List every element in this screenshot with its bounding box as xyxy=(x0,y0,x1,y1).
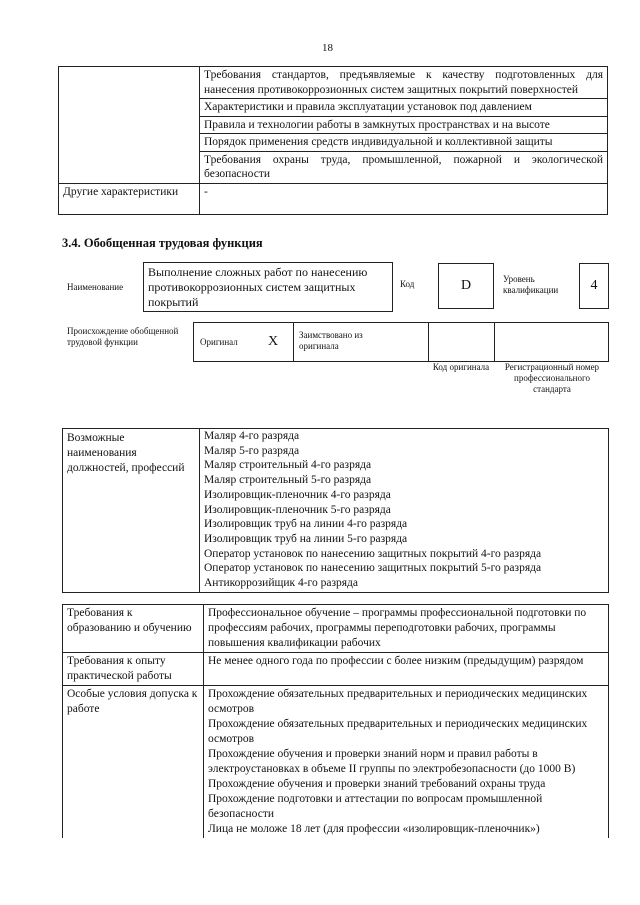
section-title: 3.4. Обобщенная трудовая функция xyxy=(62,236,263,250)
conditions-label: Особые условия допуска к работе xyxy=(63,686,204,839)
position-item: Маляр строительный 4-го разряда xyxy=(204,459,372,472)
condition-item: Прохождение обучения и проверки знаний требований охраны труда xyxy=(208,778,546,790)
original-label: Оригинал xyxy=(200,337,238,347)
knowledge-label-cell xyxy=(59,67,200,184)
position-item: Изолировщик-пленочник 5-го разряда xyxy=(204,503,391,516)
level-label: Уровень квалификации xyxy=(503,274,559,295)
positions-list xyxy=(200,429,609,593)
position-item: Изолировщик-пленочник 4-го разряда xyxy=(204,488,391,501)
code-original-caption: Код оригинала xyxy=(432,362,490,372)
code-value-box: D xyxy=(438,263,494,309)
requirement-item: Характеристики и правила эксплуатации установок под давлением xyxy=(200,99,608,117)
position-item: Антикоррозийщик 4-го разряда xyxy=(204,577,358,590)
origin-frame xyxy=(193,322,609,362)
position-item: Маляр 5-го разряда xyxy=(204,444,300,457)
condition-item: Прохождение обучения и проверки знаний норм и правил работы в электроустановках в объеме II группы по электробезопасности (до 1000 В) xyxy=(208,748,576,775)
function-name-box: Выполнение сложных работ по нанесению противокоррозионных систем защитных покрытий xyxy=(143,262,393,312)
education-label: Требования к образованию и обучению xyxy=(63,605,204,653)
other-characteristics-value: - xyxy=(200,183,608,214)
requirement-item: Требования стандартов, предъявляемые к качеству подготовленных для нанесения противокоррозионных систем защитных покрытий поверхностей xyxy=(200,67,608,99)
condition-item: Прохождение обязательных предварительных и периодических медицинских осмотров xyxy=(208,718,588,745)
knowledge-table xyxy=(58,66,608,215)
other-characteristics-label: Другие характеристики xyxy=(59,183,200,214)
requirement-item: Правила и технологии работы в замкнутых пространствах и на высоте xyxy=(200,116,608,134)
positions-label: Возможные наименования должностей, профессий xyxy=(63,429,200,593)
position-item: Оператор установок по нанесению защитных покрытий 4-го разряда xyxy=(204,547,542,560)
condition-item: Прохождение обязательных предварительных и периодических медицинских осмотров xyxy=(208,688,588,715)
conditions-list xyxy=(204,686,609,839)
position-item: Маляр строительный 5-го разряда xyxy=(204,474,372,487)
experience-value: Не менее одного года по профессии с более низким (предыдущим) разрядом xyxy=(204,653,609,686)
origin-label: Происхождение обобщенной трудовой функции xyxy=(67,326,179,347)
condition-item: Лица не моложе 18 лет (для профессии «изолировщик-пленочник») xyxy=(208,823,540,835)
condition-item: Прохождение подготовки и аттестации по вопросам промышленной безопасности xyxy=(208,793,543,820)
requirement-item: Порядок применения средств индивидуальной и коллективной защиты xyxy=(200,134,608,152)
level-value-box: 4 xyxy=(579,263,609,309)
code-label: Код xyxy=(400,279,415,289)
borrowed-label: Заимствовано из оригинала xyxy=(299,330,363,351)
requirement-item: Требования охраны труда, промышленной, пожарной и экологической безопасности xyxy=(200,151,608,183)
position-item: Изолировщик труб на линии 4-го разряда xyxy=(204,518,408,531)
page-number: 18 xyxy=(322,42,333,54)
position-item: Изолировщик труб на линии 5-го разряда xyxy=(204,532,408,545)
requirements-table xyxy=(62,604,609,838)
name-label: Наименование xyxy=(67,282,124,292)
reg-number-caption: Регистрационный номер профессионального стандарта xyxy=(504,362,600,394)
education-value: Профессиональное обучение – программы профессиональной подготовки по профессиям рабочих, программы переподготовки рабочих, программы повышения квалификации рабочих xyxy=(204,605,609,653)
experience-label: Требования к опыту практической работы xyxy=(63,653,204,686)
positions-table xyxy=(62,428,609,593)
position-item: Оператор установок по нанесению защитных покрытий 5-го разряда xyxy=(204,562,542,575)
position-item: Маляр 4-го разряда xyxy=(204,430,300,442)
original-mark: X xyxy=(268,334,279,349)
